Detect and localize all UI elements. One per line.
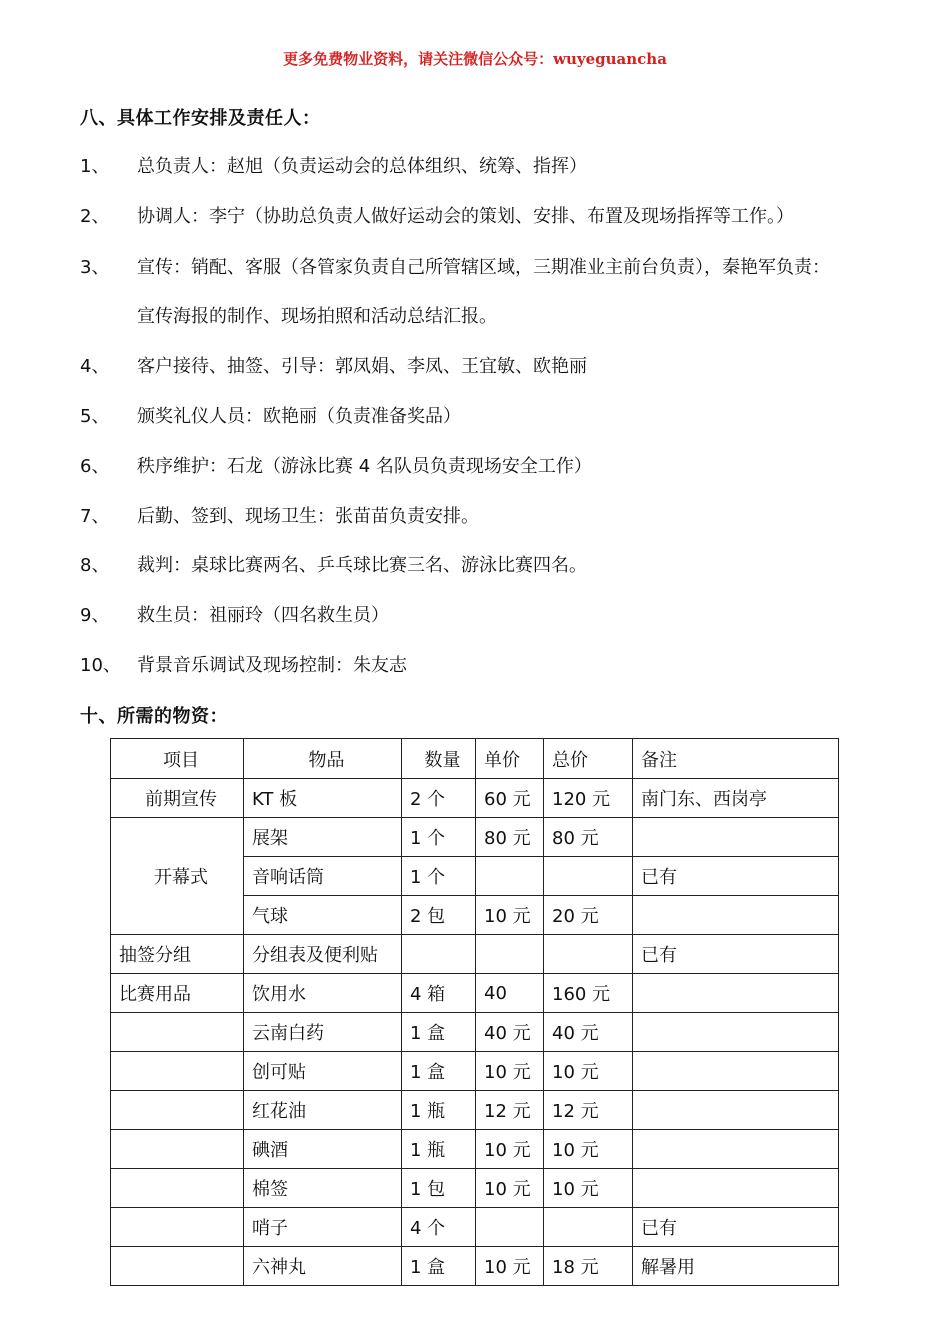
cell-unit-price: 40 [476, 974, 544, 1013]
header-category: 项目 [111, 739, 244, 779]
header-total-price: 总价 [544, 739, 633, 779]
cell-item: 六神丸 [244, 1247, 402, 1286]
list-item-text: 后勤、签到、现场卫生：张苗苗负责安排。 [137, 506, 479, 527]
cell-unit-price: 10 元 [476, 896, 544, 935]
cell-total-price: 120 元 [544, 779, 633, 818]
cell-item: 音响话筒 [244, 857, 402, 896]
cell-quantity: 1 瓶 [402, 1130, 476, 1169]
cell-unit-price [476, 1208, 544, 1247]
cell-unit-price: 12 元 [476, 1091, 544, 1130]
cell-category: 比赛用品 [111, 974, 244, 1013]
list-item-text: 裁判：桌球比赛两名、乒乓球比赛三名、游泳比赛四名。 [137, 555, 587, 576]
list-item-number: 9、 [80, 605, 110, 626]
list-item-number: 1、 [80, 156, 110, 177]
section-8-title: 八、具体工作安排及责任人： [80, 108, 321, 129]
cell-quantity: 1 盒 [402, 1052, 476, 1091]
cell-item: 分组表及便利贴 [244, 935, 402, 974]
cell-category: 开幕式 [111, 818, 244, 935]
cell-quantity: 1 瓶 [402, 1091, 476, 1130]
cell-total-price [544, 1208, 633, 1247]
cell-item: 展架 [244, 818, 402, 857]
cell-item: 棉签 [244, 1169, 402, 1208]
cell-item: 气球 [244, 896, 402, 935]
cell-note [633, 896, 839, 935]
cell-note: 南门东、西岗亭 [633, 779, 839, 818]
cell-quantity: 2 个 [402, 779, 476, 818]
cell-unit-price: 10 元 [476, 1247, 544, 1286]
cell-category [111, 1130, 244, 1169]
list-item-number: 3、 [80, 257, 110, 278]
cell-unit-price: 10 元 [476, 1052, 544, 1091]
list-item-text: 总负责人：赵旭（负责运动会的总体组织、统筹、指挥） [137, 156, 587, 177]
list-item-text: 协调人：李宁（协助总负责人做好运动会的策划、安排、布置及现场指挥等工作。） [137, 206, 794, 227]
cell-quantity: 1 个 [402, 818, 476, 857]
header-unit-price: 单价 [476, 739, 544, 779]
table-row [111, 1052, 839, 1091]
cell-quantity: 1 个 [402, 857, 476, 896]
section-10-title: 十、所需的物资： [80, 706, 228, 727]
cell-unit-price [476, 935, 544, 974]
promo-banner: 更多免费物业资料，请关注微信公众号：wuyeguancha [283, 50, 667, 68]
header-item: 物品 [244, 739, 402, 779]
table-row [111, 1091, 839, 1130]
cell-quantity [402, 935, 476, 974]
materials-table [110, 738, 839, 1286]
list-item-number: 2、 [80, 206, 110, 227]
table-row [111, 779, 839, 818]
header-quantity: 数量 [402, 739, 476, 779]
table-row [111, 1247, 839, 1286]
cell-unit-price: 40 元 [476, 1013, 544, 1052]
list-item-text: 背景音乐调试及现场控制：朱友志 [137, 655, 407, 676]
cell-total-price: 12 元 [544, 1091, 633, 1130]
cell-category [111, 1169, 244, 1208]
cell-total-price: 18 元 [544, 1247, 633, 1286]
cell-note: 解暑用 [633, 1247, 839, 1286]
cell-total-price: 10 元 [544, 1169, 633, 1208]
list-item-text: 客户接待、抽签、引导：郭凤娟、李凤、王宜敏、欧艳丽 [137, 356, 587, 377]
cell-item: 红花油 [244, 1091, 402, 1130]
cell-unit-price: 10 元 [476, 1130, 544, 1169]
cell-category [111, 1247, 244, 1286]
table-row [111, 1130, 839, 1169]
list-item-number: 5、 [80, 406, 110, 427]
cell-category [111, 1091, 244, 1130]
cell-category [111, 1013, 244, 1052]
cell-note [633, 818, 839, 857]
list-item-text: 秩序维护：石龙（游泳比赛 4 名队员负责现场安全工作） [137, 456, 592, 477]
cell-unit-price [476, 857, 544, 896]
cell-item: 云南白药 [244, 1013, 402, 1052]
list-item-continuation: 宣传海报的制作、现场拍照和活动总结汇报。 [137, 306, 497, 327]
list-item-number: 10、 [80, 655, 121, 676]
table-row [111, 1208, 839, 1247]
cell-category [111, 1052, 244, 1091]
list-item-number: 6、 [80, 456, 110, 477]
list-item-number: 4、 [80, 356, 110, 377]
cell-quantity: 1 盒 [402, 1247, 476, 1286]
list-item-text: 救生员：祖丽玲（四名救生员） [137, 605, 389, 626]
cell-note [633, 1052, 839, 1091]
cell-item: 碘酒 [244, 1130, 402, 1169]
cell-note [633, 974, 839, 1013]
cell-note: 已有 [633, 935, 839, 974]
cell-total-price: 80 元 [544, 818, 633, 857]
cell-item: 哨子 [244, 1208, 402, 1247]
cell-category [111, 1208, 244, 1247]
cell-unit-price: 80 元 [476, 818, 544, 857]
cell-item: 饮用水 [244, 974, 402, 1013]
header-note: 备注 [633, 739, 839, 779]
cell-note [633, 1091, 839, 1130]
cell-total-price: 10 元 [544, 1130, 633, 1169]
table-row [111, 974, 839, 1013]
table-row [111, 1013, 839, 1052]
cell-total-price: 160 元 [544, 974, 633, 1013]
cell-category: 抽签分组 [111, 935, 244, 974]
cell-quantity: 2 包 [402, 896, 476, 935]
cell-quantity: 1 盒 [402, 1013, 476, 1052]
cell-item: KT 板 [244, 779, 402, 818]
cell-total-price [544, 935, 633, 974]
cell-note: 已有 [633, 857, 839, 896]
table-row [111, 1169, 839, 1208]
cell-note [633, 1013, 839, 1052]
cell-unit-price: 10 元 [476, 1169, 544, 1208]
cell-category: 前期宣传 [111, 779, 244, 818]
list-item-number: 7、 [80, 506, 110, 527]
list-item-number: 8、 [80, 555, 110, 576]
list-item-text: 宣传：销配、客服（各管家负责自己所管辖区域，三期准业主前台负责），秦艳军负责： [137, 257, 830, 278]
cell-note: 已有 [633, 1208, 839, 1247]
cell-total-price: 40 元 [544, 1013, 633, 1052]
cell-total-price: 20 元 [544, 896, 633, 935]
cell-unit-price: 60 元 [476, 779, 544, 818]
cell-total-price: 10 元 [544, 1052, 633, 1091]
cell-quantity: 1 包 [402, 1169, 476, 1208]
cell-note [633, 1130, 839, 1169]
table-row [111, 818, 839, 857]
cell-note [633, 1169, 839, 1208]
cell-quantity: 4 个 [402, 1208, 476, 1247]
cell-item: 创可贴 [244, 1052, 402, 1091]
table-row [111, 935, 839, 974]
table-header-row [111, 739, 839, 779]
cell-total-price [544, 857, 633, 896]
cell-quantity: 4 箱 [402, 974, 476, 1013]
list-item-text: 颁奖礼仪人员：欧艳丽（负责准备奖品） [137, 406, 461, 427]
